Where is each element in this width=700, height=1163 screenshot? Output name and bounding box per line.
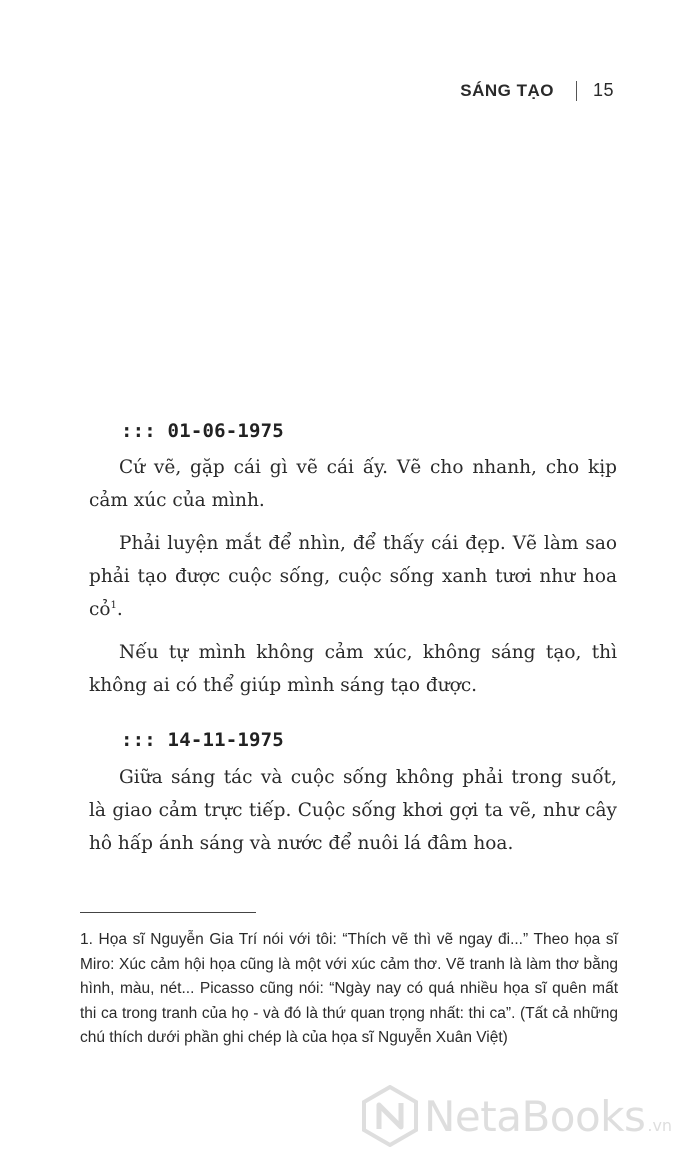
paragraph: Cứ vẽ, gặp cái gì vẽ cái ấy. Vẽ cho nhanh, cho kịp cảm xúc của mình. — [89, 457, 617, 511]
watermark-brand: NetaBooks — [424, 1091, 646, 1141]
footnote-divider — [80, 912, 256, 913]
watermark — [362, 1085, 672, 1147]
entry-body — [89, 451, 617, 702]
paragraph: Phải luyện mắt để nhìn, để thấy cái đẹp. Vẽ làm sao phải tạo được cuộc sống, cuộc sống xanh tươi như hoa cỏ$^1$. — [89, 533, 617, 620]
diary-entry — [89, 420, 617, 702]
diary-entry — [89, 729, 617, 860]
page-number: 15 — [592, 80, 614, 100]
footnote: 1. Họa sĩ Nguyễn Gia Trí nói với tôi: “Thích vẽ thì vẽ ngay đi...” Theo họa sĩ Miro: Xúc cảm hội họa cũng là một với xúc cảm thơ. Vẽ tranh là làm thơ bằng hình, màu, nét... Picasso cũng nói: “Ngày nay có quá nhiều họa sĩ quên mất thi ca trong tranh của họ - và đó là thứ quan trọng nhất: thi ca”. (Tất cả những chú thích dưới phần ghi chép là của họa sĩ Nguyễn Xuân Việt) — [80, 931, 618, 1046]
footnote-reference: 1 — [110, 599, 117, 611]
header-divider — [576, 81, 577, 101]
entry-date: ::: 01-06-1975 — [121, 420, 284, 442]
watermark-suffix: .vn — [647, 1115, 673, 1135]
paragraph: Nếu tự mình không cảm xúc, không sáng tạo, thì không ai có thể giúp mình sáng tạo được. — [89, 642, 617, 696]
paragraph: Giữa sáng tác và cuộc sống không phải trong suốt, là giao cảm trực tiếp. Cuộc sống khơi gợi ta vẽ, như cây hô hấp ánh sáng và nước để nuôi lá đâm hoa. — [89, 767, 617, 854]
paragraph-text: Phải luyện mắt để nhìn, để thấy cái đẹp. Vẽ làm sao phải tạo được cuộc sống, cuộc sống xanh tươi như hoa cỏ — [89, 533, 617, 620]
entry-body — [89, 761, 617, 860]
chapter-title: SÁNG TẠO — [460, 80, 554, 100]
netabooks-logo-icon — [362, 1085, 418, 1147]
running-head — [460, 80, 614, 101]
entry-date: ::: 14-11-1975 — [121, 729, 284, 751]
